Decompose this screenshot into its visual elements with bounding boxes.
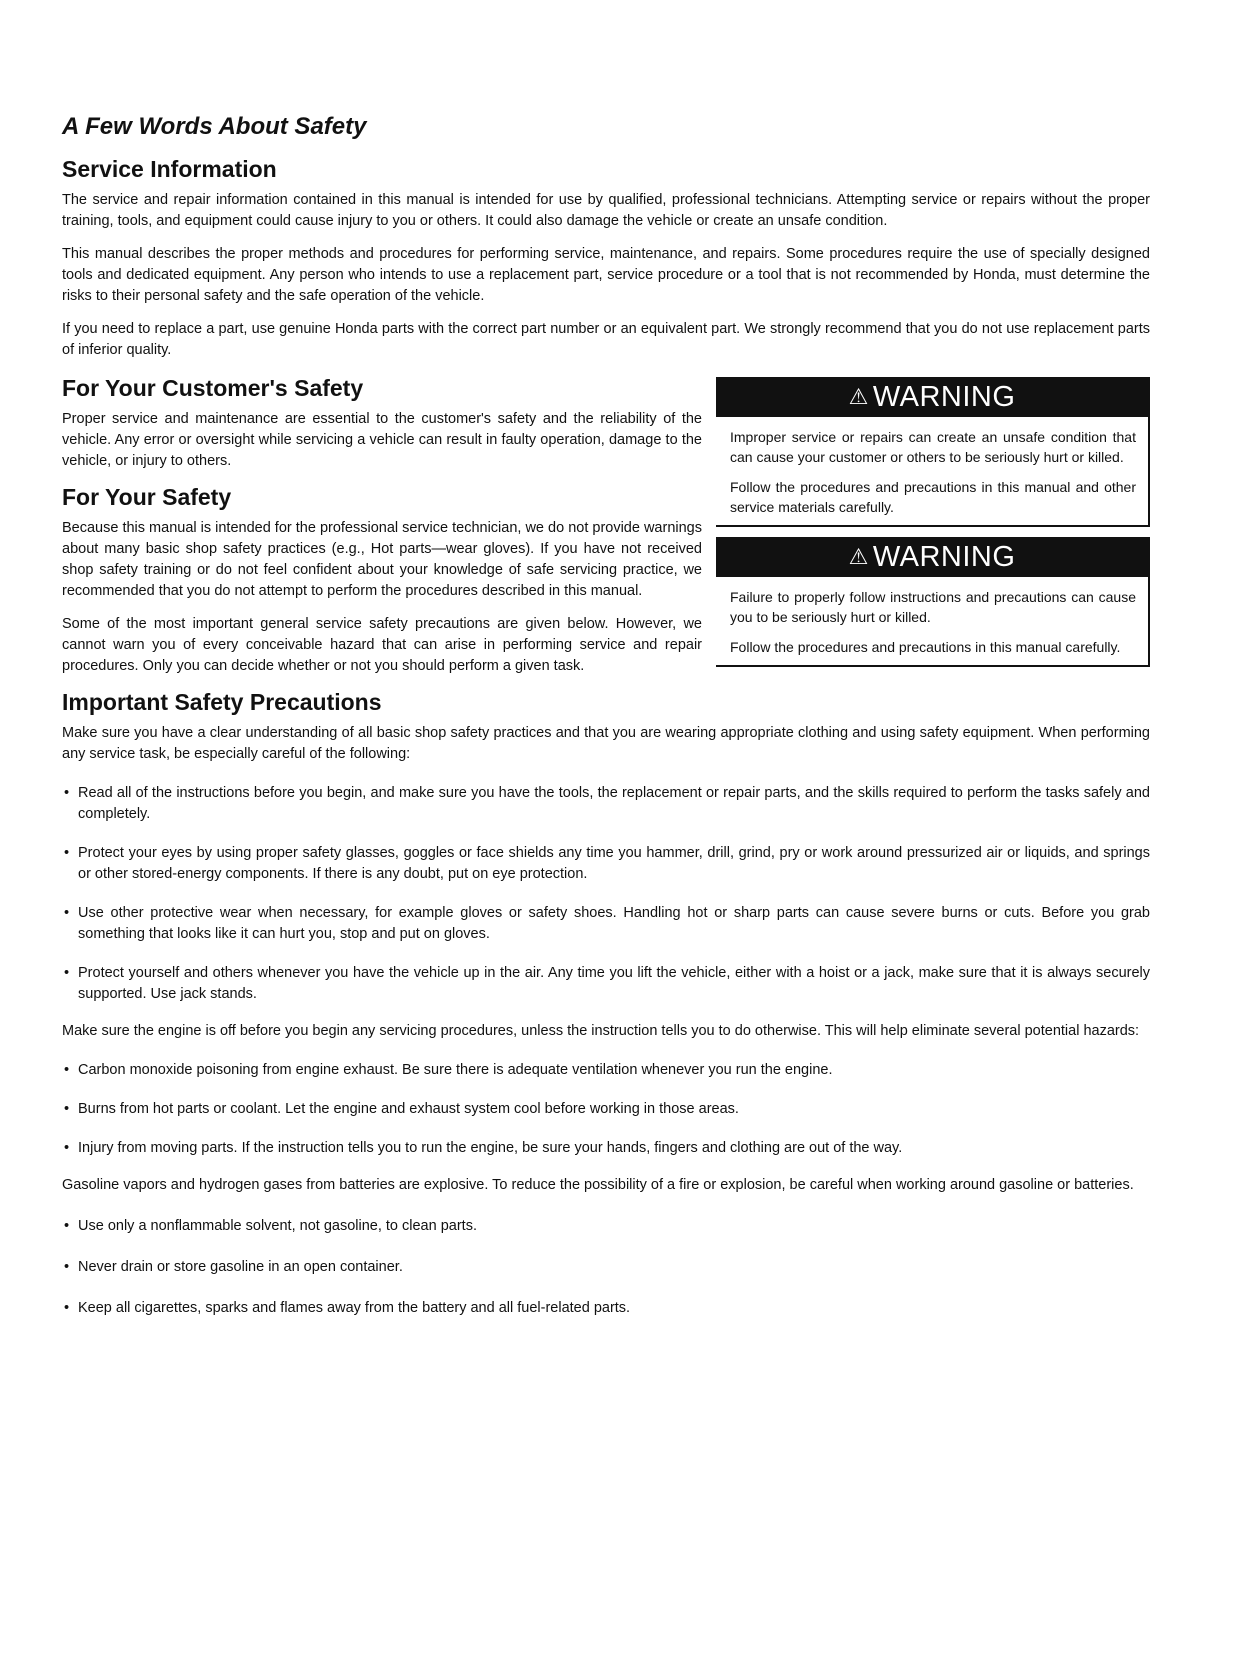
warning-text: Improper service or repairs can create an unsafe condition that can cause your customer or others to be seriously hurt or killed. bbox=[730, 429, 1136, 465]
list-item bbox=[62, 963, 1150, 1005]
safety-precautions-heading: Important Safety Precautions bbox=[62, 689, 382, 715]
customer-safety-heading: For Your Customer's Safety bbox=[62, 375, 364, 401]
list-item bbox=[62, 1257, 1150, 1278]
left-column bbox=[62, 373, 702, 677]
engine-hazards-list bbox=[62, 1060, 1150, 1159]
page-title: A Few Words About Safety bbox=[62, 113, 367, 140]
warning-body bbox=[716, 417, 1148, 525]
warning-triangle-icon: ⚠ bbox=[848, 544, 869, 569]
list-item-text: Carbon monoxide poisoning from engine exhaust. Be sure there is adequate ventilation whenever you run the engine. bbox=[78, 1062, 833, 1078]
precautions-intro: Make sure you have a clear understanding of all basic shop safety practices and that you are wearing appropriate clothing and using safety equipment. When performing any service task, be especially careful of the following: bbox=[62, 725, 1150, 762]
service-information-heading: Service Information bbox=[62, 156, 277, 182]
list-item-text: Keep all cigarettes, sparks and flames away from the battery and all fuel-related parts. bbox=[78, 1300, 631, 1316]
list-item-text: Use other protective wear when necessary, for example gloves or safety shoes. Handling hot or sharp parts can cause severe burns or cuts. Before you grab something that looks like it can hurt you, stop and put on gloves. bbox=[78, 905, 1150, 942]
list-item bbox=[62, 1298, 1150, 1319]
bullet-icon: • bbox=[64, 905, 70, 921]
gasoline-paragraph: Gasoline vapors and hydrogen gases from batteries are explosive. To reduce the possibility of a fire or explosion, be careful when working around gasoline or batteries. bbox=[62, 1177, 1134, 1193]
bullet-icon: • bbox=[64, 1218, 70, 1234]
gasoline-list bbox=[62, 1216, 1150, 1319]
warning-text: Failure to properly follow instructions and precautions can cause you to be seriously hurt or killed. bbox=[730, 589, 1136, 625]
your-safety-heading: For Your Safety bbox=[62, 484, 232, 510]
list-item bbox=[62, 783, 1150, 825]
bullet-icon: • bbox=[64, 1062, 70, 1078]
bullet-icon: • bbox=[64, 1140, 70, 1156]
warning-header bbox=[716, 537, 1148, 577]
bullet-icon: • bbox=[64, 965, 70, 981]
warning-body bbox=[716, 577, 1148, 665]
bullet-icon: • bbox=[64, 785, 70, 801]
two-column-section bbox=[62, 373, 1150, 677]
warning-label: WARNING bbox=[872, 540, 1016, 573]
warning-text: Follow the procedures and precautions in this manual carefully. bbox=[730, 639, 1121, 655]
list-item bbox=[62, 903, 1150, 945]
bullet-icon: • bbox=[64, 1300, 70, 1316]
your-safety-paragraph-1: Because this manual is intended for the professional service technician, we do not provide warnings about many basic shop safety practices (e.g., Hot parts—wear gloves). If you have not received shop safety training or do not feel confident about your knowledge of safe servicing practice, we recommended that you do not attempt to perform the procedures described in this manual. bbox=[62, 520, 702, 599]
service-information-paragraph-1: The service and repair information contained in this manual is intended for use by qualified, professional technicians. Attempting service or repairs without the proper training, tools, and equipment could cause injury to you or others. It could also damage the vehicle or create an unsafe condition. bbox=[62, 192, 1150, 229]
list-item-text: Protect your eyes by using proper safety glasses, goggles or face shields any time you hammer, drill, grind, pry or work around pressurized air or liquids, and springs or other stored-energy components. If there is any doubt, put on eye protection. bbox=[78, 845, 1150, 882]
your-safety-paragraph-2: Some of the most important general service safety precautions are given below. However, we cannot warn you of every conceivable hazard that can arise in performing service and repair procedures. Only you can decide whether or not you should perform a given task. bbox=[62, 616, 702, 674]
warning-triangle-icon: ⚠ bbox=[848, 384, 869, 409]
list-item-text: Protect yourself and others whenever you have the vehicle up in the air. Any time you lift the vehicle, either with a hoist or a jack, make sure that it is always securely supported. Use jack stands. bbox=[78, 965, 1150, 1002]
bullet-icon: • bbox=[64, 1101, 70, 1117]
list-item bbox=[62, 1060, 1150, 1081]
right-column bbox=[716, 377, 1150, 677]
service-information-paragraph-3: If you need to replace a part, use genuine Honda parts with the correct part number or an equivalent part. We strongly recommend that you do not use replacement parts of inferior quality. bbox=[62, 321, 1150, 358]
list-item-text: Never drain or store gasoline in an open container. bbox=[78, 1259, 403, 1275]
warning-header bbox=[716, 377, 1148, 417]
bullet-icon: • bbox=[64, 1259, 70, 1275]
service-information-paragraph-2: This manual describes the proper methods and procedures for performing service, maintenance, and repairs. Some procedures require the use of specially designed tools and dedicated equipment. Any person who intends to use a replacement part, service procedure or a tool that is not recommended by Honda, must determine the risks to their personal safety and the safe operation of the vehicle. bbox=[62, 246, 1150, 304]
list-item bbox=[62, 1138, 1150, 1159]
bullet-icon: • bbox=[64, 845, 70, 861]
list-item bbox=[62, 1216, 1150, 1237]
list-item bbox=[62, 1099, 1150, 1120]
warning-box bbox=[716, 537, 1150, 667]
list-item-text: Read all of the instructions before you begin, and make sure you have the tools, the replacement or repair parts, and the skills required to perform the tasks safely and completely. bbox=[78, 785, 1150, 822]
precautions-list bbox=[62, 783, 1150, 1005]
warning-text: Follow the procedures and precautions in this manual and other service materials carefully. bbox=[730, 479, 1136, 515]
customer-safety-paragraph: Proper service and maintenance are essential to the customer's safety and the reliability of the vehicle. Any error or oversight while servicing a vehicle can result in faulty operation, damage to the vehicle, or injury to others. bbox=[62, 411, 702, 469]
warning-label: WARNING bbox=[872, 380, 1016, 413]
engine-off-paragraph: Make sure the engine is off before you begin any servicing procedures, unless the instruction tells you to do otherwise. This will help eliminate several potential hazards: bbox=[62, 1023, 1140, 1039]
list-item-text: Injury from moving parts. If the instruction tells you to run the engine, be sure your hands, fingers and clothing are out of the way. bbox=[78, 1140, 903, 1156]
manual-page bbox=[62, 112, 1150, 1319]
list-item bbox=[62, 843, 1150, 885]
warning-box bbox=[716, 377, 1150, 527]
list-item-text: Use only a nonflammable solvent, not gasoline, to clean parts. bbox=[78, 1218, 477, 1234]
list-item-text: Burns from hot parts or coolant. Let the engine and exhaust system cool before working in those areas. bbox=[78, 1101, 739, 1117]
